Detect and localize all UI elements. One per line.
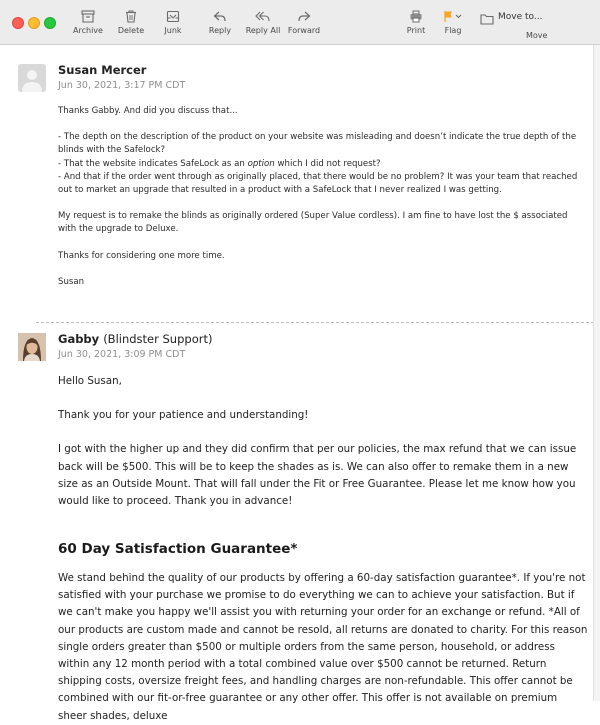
archive-button[interactable] (72, 10, 104, 42)
body-paragraph: - That the website indicates SafeLock as an option which I did not request? (58, 158, 381, 169)
junk-icon (166, 10, 180, 23)
reply-label: Reply (208, 26, 232, 35)
delete-button[interactable] (115, 10, 147, 42)
emphasis-text: option (247, 158, 275, 169)
move-to-dropdown[interactable] (476, 11, 596, 27)
move-caption: Move (526, 31, 548, 40)
reply-all-label: Reply All (245, 26, 281, 35)
archive-label: Archive (73, 26, 103, 35)
print-button[interactable] (400, 10, 432, 42)
avatar-susan (18, 64, 46, 92)
move-to-value: Move to... (498, 12, 543, 22)
body-paragraph: Thanks Gabby. And did you discuss that... (58, 106, 238, 116)
person-icon (18, 64, 46, 92)
sender-name: Gabby (Blindster Support) (58, 332, 213, 346)
avatar-gabby (18, 333, 46, 361)
message-date: Jun 30, 2021, 3:17 PM CDT (58, 80, 186, 91)
flag-button[interactable] (437, 10, 469, 42)
body-paragraph: - The depth on the description of the product on your website was misleading and doesn’t indicate the true depth of the blinds with the Safelock? (58, 132, 577, 156)
message-body (58, 105, 583, 289)
folder-icon (480, 13, 494, 25)
reply-button[interactable] (204, 10, 236, 42)
zoom-window-button[interactable] (44, 17, 56, 29)
message-divider (36, 322, 594, 323)
scrollbar[interactable] (593, 45, 600, 701)
close-window-button[interactable] (12, 17, 24, 29)
trash-icon (124, 10, 138, 23)
delete-label: Delete (117, 26, 145, 35)
toolbar (0, 0, 600, 45)
forward-icon (297, 10, 311, 23)
reply-all-icon (255, 10, 271, 23)
guarantee-heading: 60 Day Satisfaction Guarantee* (58, 541, 298, 557)
minimize-window-button[interactable] (28, 17, 40, 29)
avatar-photo-icon (18, 333, 46, 361)
reply-icon (213, 10, 227, 23)
print-label: Print (406, 26, 426, 35)
body-paragraph: I got with the higher up and they did confirm that per our policies, the max refund that we can issue back will be $500. This will be to keep the shades as is. We can also offer to remake them in a new size as an Outside Mount. That will fall under the Fit or Free Guarantee. Please let me know how you would like to proceed. Thank you in advance! (58, 443, 577, 508)
message-body (58, 373, 583, 510)
forward-label: Forward (287, 26, 321, 35)
signature: Susan (58, 276, 85, 287)
body-paragraph: - And that if the order went through as originally placed, that there would be no problem? It was your team that reached out to market an upgrade that resulted in a product with a SafeLock that I never realized I was getting. (58, 171, 578, 196)
body-paragraph: Hello Susan, (58, 375, 122, 387)
message-thread (0, 45, 600, 722)
message-date: Jun 30, 2021, 3:09 PM CDT (58, 349, 186, 360)
archive-icon (81, 10, 95, 23)
body-paragraph: Thank you for your patience and understanding! (58, 409, 309, 422)
print-icon (409, 10, 423, 23)
reply-all-button[interactable] (243, 10, 283, 42)
forward-button[interactable] (286, 10, 322, 42)
sender-organization: (Blindster Support) (103, 332, 213, 346)
sender-name: Susan Mercer (58, 63, 147, 77)
body-paragraph: Thanks for considering one more time. (58, 250, 225, 261)
guarantee-text: We stand behind the quality of our products by offering a 60-day satisfaction guarantee*. If you're not satisfied with your purchase we promise to do everything we can to achieve your satisfaction. But if we can't make you happy we'll assist you with returning your order for an exchange or refund. *All of our products are custom made and cannot be resold, all returns are donated to charity. For this reason single orders greater than $500 or multiple orders from the same person, household, or address within any 12 month period with a total combined value over $500 cannot be returned. Return shipping costs, oversize freight fees, and handling charges are non-refundable. This offer cannot be combined with our fit-or-free guarantee or any other offer. This offer is not available on premium sheer shades, deluxe (58, 572, 588, 722)
flag-label: Flag (444, 26, 462, 35)
junk-label: Junk (164, 26, 182, 35)
junk-button[interactable] (157, 10, 189, 42)
flag-icon (442, 10, 464, 23)
body-paragraph: My request is to remake the blinds as originally ordered (Super Value cordless). I am fine to have lost the $ associated with the upgrade to Deluxe. (58, 211, 568, 235)
